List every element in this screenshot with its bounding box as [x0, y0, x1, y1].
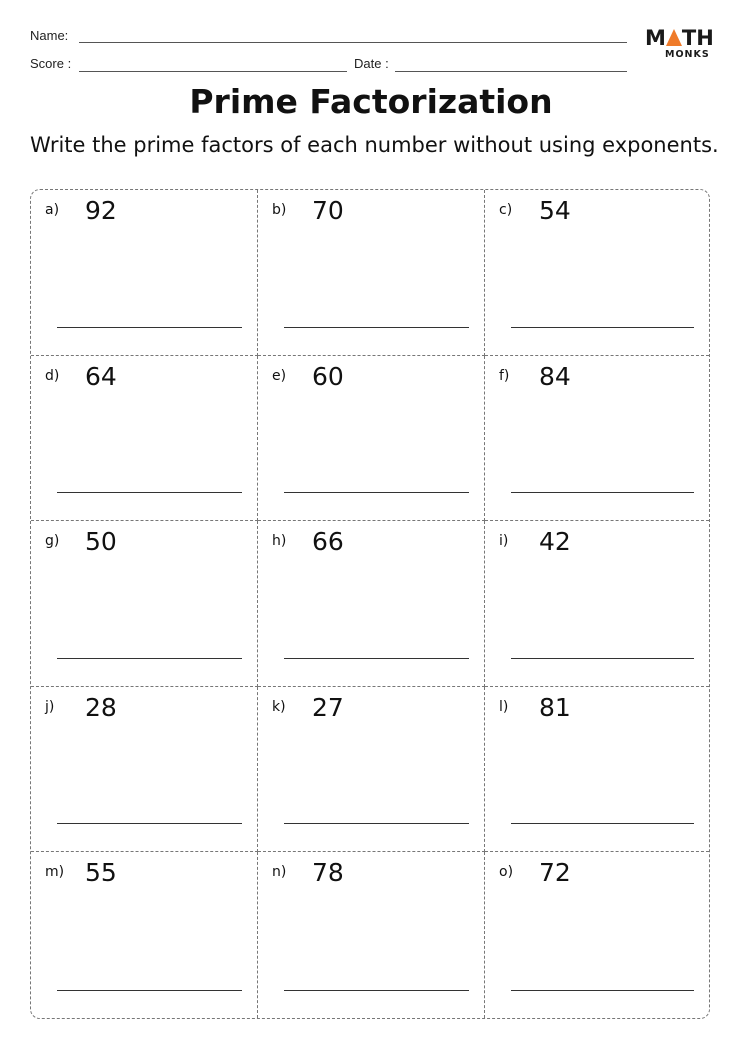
answer-line[interactable] — [284, 823, 469, 824]
problem-cell — [485, 687, 709, 853]
answer-line[interactable] — [511, 492, 694, 493]
problem-label: f) — [499, 367, 510, 384]
logo-wordmark: M TH — [645, 26, 714, 50]
problem-cell — [485, 190, 709, 356]
problem-number: 64 — [85, 361, 117, 391]
answer-line[interactable] — [511, 658, 694, 659]
problem-label: m) — [45, 864, 65, 881]
problem-label: e) — [272, 367, 287, 384]
problem-label: b) — [272, 202, 287, 218]
answer-line[interactable] — [57, 327, 242, 328]
problem-number: 50 — [85, 527, 117, 557]
name-label: Name: — [30, 28, 69, 43]
problem-number: 60 — [312, 361, 344, 391]
answer-line[interactable] — [284, 658, 469, 659]
problem-cell — [31, 521, 258, 687]
problem-label: g) — [45, 533, 60, 550]
problem-number: 72 — [539, 858, 571, 888]
answer-line[interactable] — [57, 492, 242, 493]
answer-line[interactable] — [284, 492, 469, 493]
problem-label: l) — [499, 698, 509, 715]
problem-number: 54 — [539, 196, 571, 225]
problem-cell — [485, 356, 709, 522]
problem-cell — [31, 356, 258, 522]
date-field[interactable] — [395, 71, 627, 72]
problem-label: h) — [272, 533, 287, 550]
problem-cell — [258, 687, 485, 853]
logo-subtext: MONKS — [665, 49, 710, 60]
answer-line[interactable] — [57, 658, 242, 659]
answer-line[interactable] — [57, 823, 242, 824]
score-field[interactable] — [79, 71, 347, 72]
problem-cell — [31, 687, 258, 853]
problem-number: 70 — [312, 196, 344, 225]
page-title: Prime Factorization — [189, 82, 553, 121]
problem-number: 28 — [85, 692, 117, 722]
problem-label: o) — [499, 864, 514, 881]
problem-label: i) — [499, 533, 509, 550]
problem-number: 81 — [539, 692, 571, 722]
problem-label: k) — [272, 698, 286, 715]
problem-grid — [30, 189, 710, 1019]
problem-label: j) — [45, 698, 55, 715]
problem-cell — [258, 356, 485, 522]
problem-number: 66 — [312, 527, 344, 557]
problem-number: 92 — [85, 196, 117, 225]
answer-line[interactable] — [511, 327, 694, 328]
answer-line[interactable] — [284, 990, 469, 991]
math-monks-logo — [645, 26, 715, 66]
problem-cell — [31, 852, 258, 1018]
answer-line[interactable] — [57, 990, 242, 991]
problem-number: 27 — [312, 692, 344, 722]
problem-label: n) — [272, 864, 287, 881]
problem-cell — [258, 852, 485, 1018]
problem-label: d) — [45, 367, 60, 384]
answer-line[interactable] — [511, 990, 694, 991]
problem-number: 42 — [539, 527, 571, 557]
instructions: Write the prime factors of each number without using exponents. — [30, 133, 719, 157]
answer-line[interactable] — [511, 823, 694, 824]
score-label: Score : — [30, 56, 72, 71]
answer-line[interactable] — [284, 327, 469, 328]
problem-cell — [485, 852, 709, 1018]
triangle-icon — [666, 29, 682, 46]
problem-cell — [258, 521, 485, 687]
problem-cell — [258, 190, 485, 356]
problem-cell — [485, 521, 709, 687]
problem-number: 78 — [312, 858, 344, 888]
date-label: Date : — [354, 56, 389, 71]
problem-label: a) — [45, 202, 60, 218]
problem-label: c) — [499, 202, 513, 218]
problem-number: 55 — [85, 858, 117, 888]
name-field[interactable] — [79, 42, 627, 43]
problem-number: 84 — [539, 361, 571, 391]
problem-cell — [31, 190, 258, 356]
